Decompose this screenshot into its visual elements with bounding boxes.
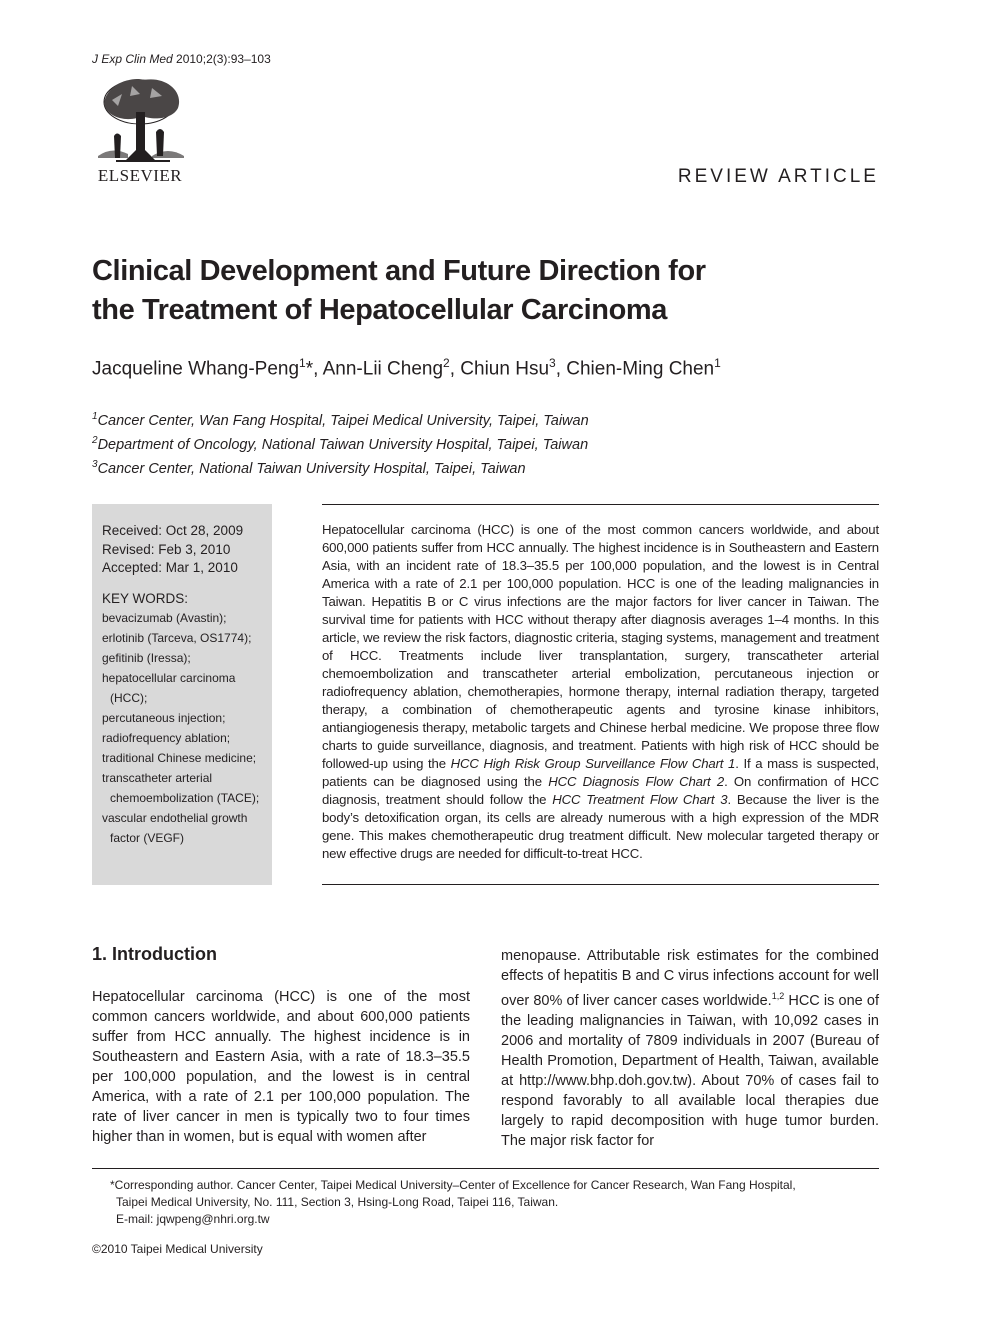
affiliation-text: Cancer Center, Wan Fang Hospital, Taipei Medical University, Taipei, Taiwan bbox=[97, 412, 589, 429]
author-affiliation-number: 3 bbox=[549, 356, 556, 370]
affiliation-item bbox=[92, 431, 589, 455]
author-name: Jacqueline Whang-Peng bbox=[92, 358, 300, 380]
author-name: Ann-Lii Cheng bbox=[322, 358, 444, 380]
abstract-segment: . On confirmation of HCC diagnosis, treatment should follow the bbox=[322, 774, 879, 807]
title-line-1: Clinical Development and Future Direction for bbox=[92, 255, 706, 287]
affiliation-item bbox=[92, 455, 589, 479]
keyword-item: traditional Chinese medicine; bbox=[102, 750, 257, 765]
keyword-item: percutaneous injection; bbox=[102, 710, 226, 725]
author-affiliation-number: 1 bbox=[299, 356, 306, 370]
journal-citation bbox=[92, 52, 271, 66]
footnote-line: *Corresponding author. Cancer Center, Taipei Medical University–Center of Excellence for Cancer Research, Wan Fang Hospital, bbox=[110, 1178, 796, 1192]
affiliation-number: 3 bbox=[92, 458, 98, 470]
author-separator: , bbox=[555, 358, 567, 380]
footnote-line: Taipei Medical University, No. 111, Section 3, Hsing-Long Road, Taipei 116, Taiwan. bbox=[116, 1195, 559, 1209]
received-date: Received: Oct 28, 2009 bbox=[102, 523, 244, 538]
body-column-right bbox=[501, 946, 879, 1151]
abstract-segment: . Because the liver is the body’s detoxification organ, its cells are already numerous with a high expression of the MDR gene. This makes chemotherapeutic drug treatment difficult. New molecular targeted therapy or new effective drugs are needed for difficult-to-treat HCC. bbox=[322, 792, 879, 861]
body-segment: menopause. Attributable risk estimates for the combined effects of hepatitis B and C virus infections account for well over 80% of liver cancer cases worldwide. bbox=[501, 948, 879, 1009]
affiliation-text: Department of Oncology, National Taiwan University Hospital, Taipei, Taiwan bbox=[97, 436, 589, 453]
affiliation-text: Cancer Center, National Taiwan University Hospital, Taipei, Taiwan bbox=[97, 460, 526, 477]
abstract-flow-chart-ref: HCC Diagnosis Flow Chart 2 bbox=[548, 774, 725, 789]
keyword-item: factor (VEGF) bbox=[110, 830, 185, 845]
abstract-segment: . If a mass is suspected, patients can be diagnosed using the bbox=[322, 756, 879, 789]
keyword-item: bevacizumab (Avastin); bbox=[102, 610, 227, 625]
author-separator: *, bbox=[305, 358, 323, 380]
footnote-email: E-mail: jqwpeng@nhri.org.tw bbox=[116, 1212, 270, 1226]
article-type-label: REVIEW ARTICLE bbox=[677, 166, 879, 187]
affiliation-number: 2 bbox=[92, 434, 98, 446]
keywords-heading: KEY WORDS: bbox=[102, 590, 189, 606]
author-name: Chien-Ming Chen bbox=[566, 358, 715, 380]
footnote-divider bbox=[92, 1168, 879, 1169]
article-dates bbox=[102, 522, 272, 578]
abstract-bottom-divider bbox=[322, 884, 879, 885]
publisher-logo-text: ELSEVIER bbox=[97, 166, 183, 185]
keyword-item: hepatocellular carcinoma bbox=[102, 670, 236, 685]
elsevier-tree-icon bbox=[92, 76, 188, 164]
keyword-item: gefitinib (Iressa); bbox=[102, 650, 191, 665]
copyright-notice: ©2010 Taipei Medical University bbox=[92, 1242, 263, 1256]
keyword-item: transcatheter arterial bbox=[102, 770, 213, 785]
accepted-date: Accepted: Mar 1, 2010 bbox=[102, 560, 238, 575]
section-heading-introduction: 1. Introduction bbox=[92, 944, 217, 964]
article-info-sidebar bbox=[92, 504, 272, 885]
author-list bbox=[92, 356, 721, 380]
abstract-segment: Hepatocellular carcinoma (HCC) is one of the most common cancers worldwide, and about 600,000 patients suffer from HCC annually. The highest incidence is in Southeastern and Eastern Asia, with an incident rate of 18.3–35.5 per 100,000 population, and the lowest is in Central America with a rate of 2.1 per 100,000 population. HCC is one of the leading malignancies in Taiwan. Hepatitis B or C virus infections are the major factors for liver cancer in Taiwan. The survival time for patients with HCC without therapy after diagnosis averages 1–4 months. In this article, we review the risk factors, diagnostic criteria, staging systems, management and treatment of HCC. Treatments include liver transplantation, surgery, transcatheter arterial chemoembolization and transcatheter arterial embolization, percutaneous injection or radiofrequency ablation, chemotherapies, hormone therapy, internal radiation therapy, targeted therapy, a combination of chemotherapeutic agents and tyrosine kinase inhibitors, antiangiogenesis therapy, metabolic targets and Chinese herbal medicine. We propose three flow charts to guide surveillance, diagnosis, and treatment. Patients with high risk of HCC should be followed-up using the bbox=[322, 522, 879, 771]
abstract-top-divider bbox=[322, 504, 879, 505]
keyword-item: erlotinib (Tarceva, OS1774); bbox=[102, 630, 252, 645]
keyword-item: vascular endothelial growth bbox=[102, 810, 248, 825]
corresponding-author-footnote bbox=[110, 1177, 870, 1228]
author-name: Chiun Hsu bbox=[460, 358, 550, 380]
keywords-list bbox=[102, 608, 272, 848]
publisher-logo bbox=[92, 76, 188, 188]
keyword-item: chemoembolization (TACE); bbox=[110, 790, 260, 805]
author-separator: , bbox=[449, 358, 461, 380]
abstract-flow-chart-ref: HCC High Risk Group Surveillance Flow Chart 1 bbox=[450, 756, 736, 771]
keyword-item: radiofrequency ablation; bbox=[102, 730, 231, 745]
journal-issue: 2010;2(3):93–103 bbox=[172, 52, 271, 66]
abstract-text bbox=[322, 521, 879, 863]
journal-name: J Exp Clin Med bbox=[92, 52, 173, 66]
affiliation-item bbox=[92, 407, 589, 431]
body-segment: HCC is one of the leading malignancies in Taiwan, with 10,092 cases in 2006 and mortality of 7809 individuals in 2007 (Bureau of Health Promotion, Department of Health, Taiwan, available at http://www.bhp.doh.gov.tw). About 70% of cases fail to respond favorably to all available local therapies due largely to rapid decomposition with huge tumor burden. The major risk factor for bbox=[501, 992, 879, 1149]
affiliation-list bbox=[92, 407, 589, 478]
revised-date: Revised: Feb 3, 2010 bbox=[102, 541, 231, 557]
affiliation-number: 1 bbox=[92, 411, 98, 422]
abstract-flow-chart-ref: HCC Treatment Flow Chart 3 bbox=[552, 792, 728, 807]
author-affiliation-number: 1 bbox=[714, 356, 721, 370]
author-affiliation-number: 2 bbox=[443, 356, 450, 370]
body-column-left: Hepatocellular carcinoma (HCC) is one of the most common cancers worldwide, and about 600,000 patients suffer from HCC annually. The highest incidence is in Southeastern and Eastern Asia, with a rate of 18.3–35.5 per 100,000 population, and the lowest is in central America, with a rate of 2.1 per 100,000 population. The rate of liver cancer in men is typically two to four times higher than in women, but is equal with women after bbox=[92, 989, 470, 1145]
article-title bbox=[92, 252, 872, 330]
title-line-2: the Treatment of Hepatocellular Carcinoma bbox=[92, 294, 668, 326]
keyword-item: (HCC); bbox=[110, 690, 148, 705]
citation-reference: 1,2 bbox=[771, 991, 785, 1001]
